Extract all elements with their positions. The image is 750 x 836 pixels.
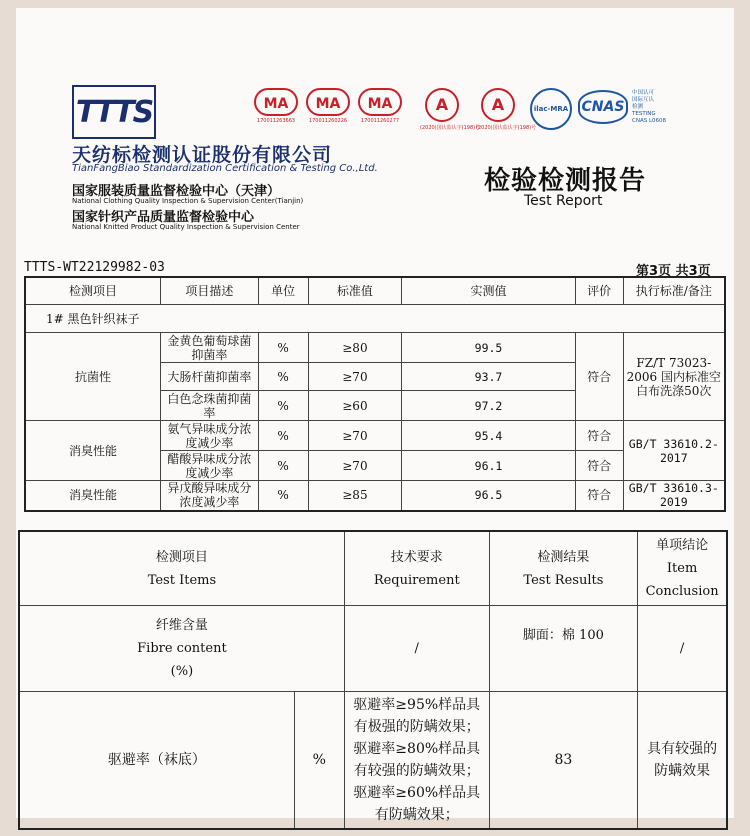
measured-value: 95.4: [402, 421, 575, 451]
item-desc: 异戊酸异味成分浓度减少率: [161, 481, 259, 511]
page-number: 第3页 共3页: [636, 264, 711, 279]
col-header: 评价: [575, 277, 623, 305]
evaluation: 符合: [575, 451, 623, 481]
unit: %: [258, 363, 308, 391]
item-desc: 醋酸异味成分浓度减少率: [161, 451, 259, 481]
measured-value: 99.5: [402, 333, 575, 363]
test-item: 消臭性能: [25, 481, 161, 511]
cnas-caption: 中国认可 国际互认 检测 TESTING CNAS L0608: [632, 90, 667, 124]
test-item: 消臭性能: [25, 421, 161, 481]
measured-value: 96.1: [402, 451, 575, 481]
ttts-logo: TTTS: [72, 85, 156, 139]
item-desc: 白色念珠菌抑菌率: [161, 391, 259, 421]
table-header-row: [19, 531, 727, 606]
col-header: 单位: [258, 277, 308, 305]
standard-value: ≥60: [308, 391, 402, 421]
mite-result: 83: [489, 692, 638, 830]
table-row-mite: [19, 692, 727, 830]
evaluation: 符合: [575, 333, 623, 421]
item-desc: 氨气异味成分浓度减少率: [161, 421, 259, 451]
header-test-items: 检测项目 Test Items: [19, 531, 344, 606]
sample-row: [25, 305, 725, 333]
table-row: [25, 421, 725, 451]
report-title-cn: 检验检测报告: [484, 166, 647, 196]
unit: %: [258, 481, 308, 511]
results-table: [24, 276, 726, 512]
col-header: 实测值: [402, 277, 575, 305]
standard-value: ≥80: [308, 333, 402, 363]
evaluation: 符合: [575, 481, 623, 511]
table-header-row: [25, 277, 725, 305]
report-title-en: Test Report: [524, 193, 603, 209]
unit: %: [258, 421, 308, 451]
center1-name-cn: 国家服装质量监督检验中心（天津）: [72, 184, 281, 199]
fibre-requirement: /: [344, 606, 489, 692]
evaluation: 符合: [575, 421, 623, 451]
item-desc: 大肠杆菌抑菌率: [161, 363, 259, 391]
report-number: TTTS-WT22129982-03: [24, 260, 165, 275]
measured-value: 96.5: [402, 481, 575, 511]
standard-value: ≥70: [308, 363, 402, 391]
mite-conclusion: 具有较强的防螨效果: [638, 692, 727, 830]
col-header: 检测项目: [25, 277, 161, 305]
unit: %: [258, 451, 308, 481]
test-item: 抗菌性: [25, 333, 161, 421]
ilac-mra-logo: ilac-MRA: [530, 88, 572, 130]
item-desc: 金黄色葡萄球菌抑菌率: [161, 333, 259, 363]
center2-name-cn: 国家针织产品质量监督检验中心: [72, 210, 255, 225]
measured-value: 97.2: [402, 391, 575, 421]
center1-name-en: National Clothing Quality Inspection & Supervision Center(Tianjin): [72, 197, 304, 205]
table-row: [25, 333, 725, 363]
header-conclusion: 单项结论 Item Conclusion: [638, 531, 727, 606]
company-name-en: TianFangBiao Standardization Certification & Testing Co.,Ltd.: [72, 163, 378, 174]
header-test-results: 检测结果 Test Results: [489, 531, 638, 606]
fibre-content-label: 纤维含量 Fibre content (%): [19, 606, 344, 692]
standard-value: ≥70: [308, 421, 402, 451]
sample-label: 1# 黑色针织袜子: [25, 305, 725, 333]
cma-mark-3: MA 170011260277: [358, 88, 402, 124]
col-header: 标准值: [308, 277, 402, 305]
mite-unit: %: [294, 692, 344, 830]
mite-repellency-label: 驱避率（袜底）: [19, 692, 294, 830]
table-row-fibre: [19, 606, 727, 692]
remark: FZ/T 73023-2006 国内标准空白布洗涤50次: [623, 333, 725, 421]
col-header: 执行标准/备注: [623, 277, 725, 305]
header-requirement: 技术要求 Requirement: [344, 531, 489, 606]
fibre-result: 脚面：棉 100: [489, 606, 638, 692]
center2-name-en: National Knitted Product Quality Inspection & Supervision Center: [72, 223, 300, 231]
standard-value: ≥70: [308, 451, 402, 481]
remark: GB/T 33610.3-2019: [623, 481, 725, 511]
remark: GB/T 33610.2-2017: [623, 421, 725, 481]
company-name-cn: 天纺标检测认证股份有限公司: [72, 144, 333, 166]
standard-value: ≥85: [308, 481, 402, 511]
table-row: [25, 481, 725, 511]
cma-mark-1: MA 170011263663: [254, 88, 298, 124]
unit: %: [258, 391, 308, 421]
fibre-conclusion: /: [638, 606, 727, 692]
cnas-logo: CNAS: [578, 90, 628, 124]
unit: %: [258, 333, 308, 363]
cal-mark-1: A (2020)国认监认字(198)号: [420, 88, 464, 131]
measured-value: 93.7: [402, 363, 575, 391]
col-header: 项目描述: [161, 277, 259, 305]
cma-mark-2: MA 170011260226: [306, 88, 350, 124]
mite-requirement: 驱避率≥95%样品具有极强的防螨效果；驱避率≥80%样品具有较强的防螨效果；驱避率≥60%样品具有防螨效果；: [344, 692, 489, 830]
fibre-and-mite-table: [18, 530, 728, 830]
cal-mark-2: A (2020)国认监认字(198)号: [476, 88, 520, 131]
